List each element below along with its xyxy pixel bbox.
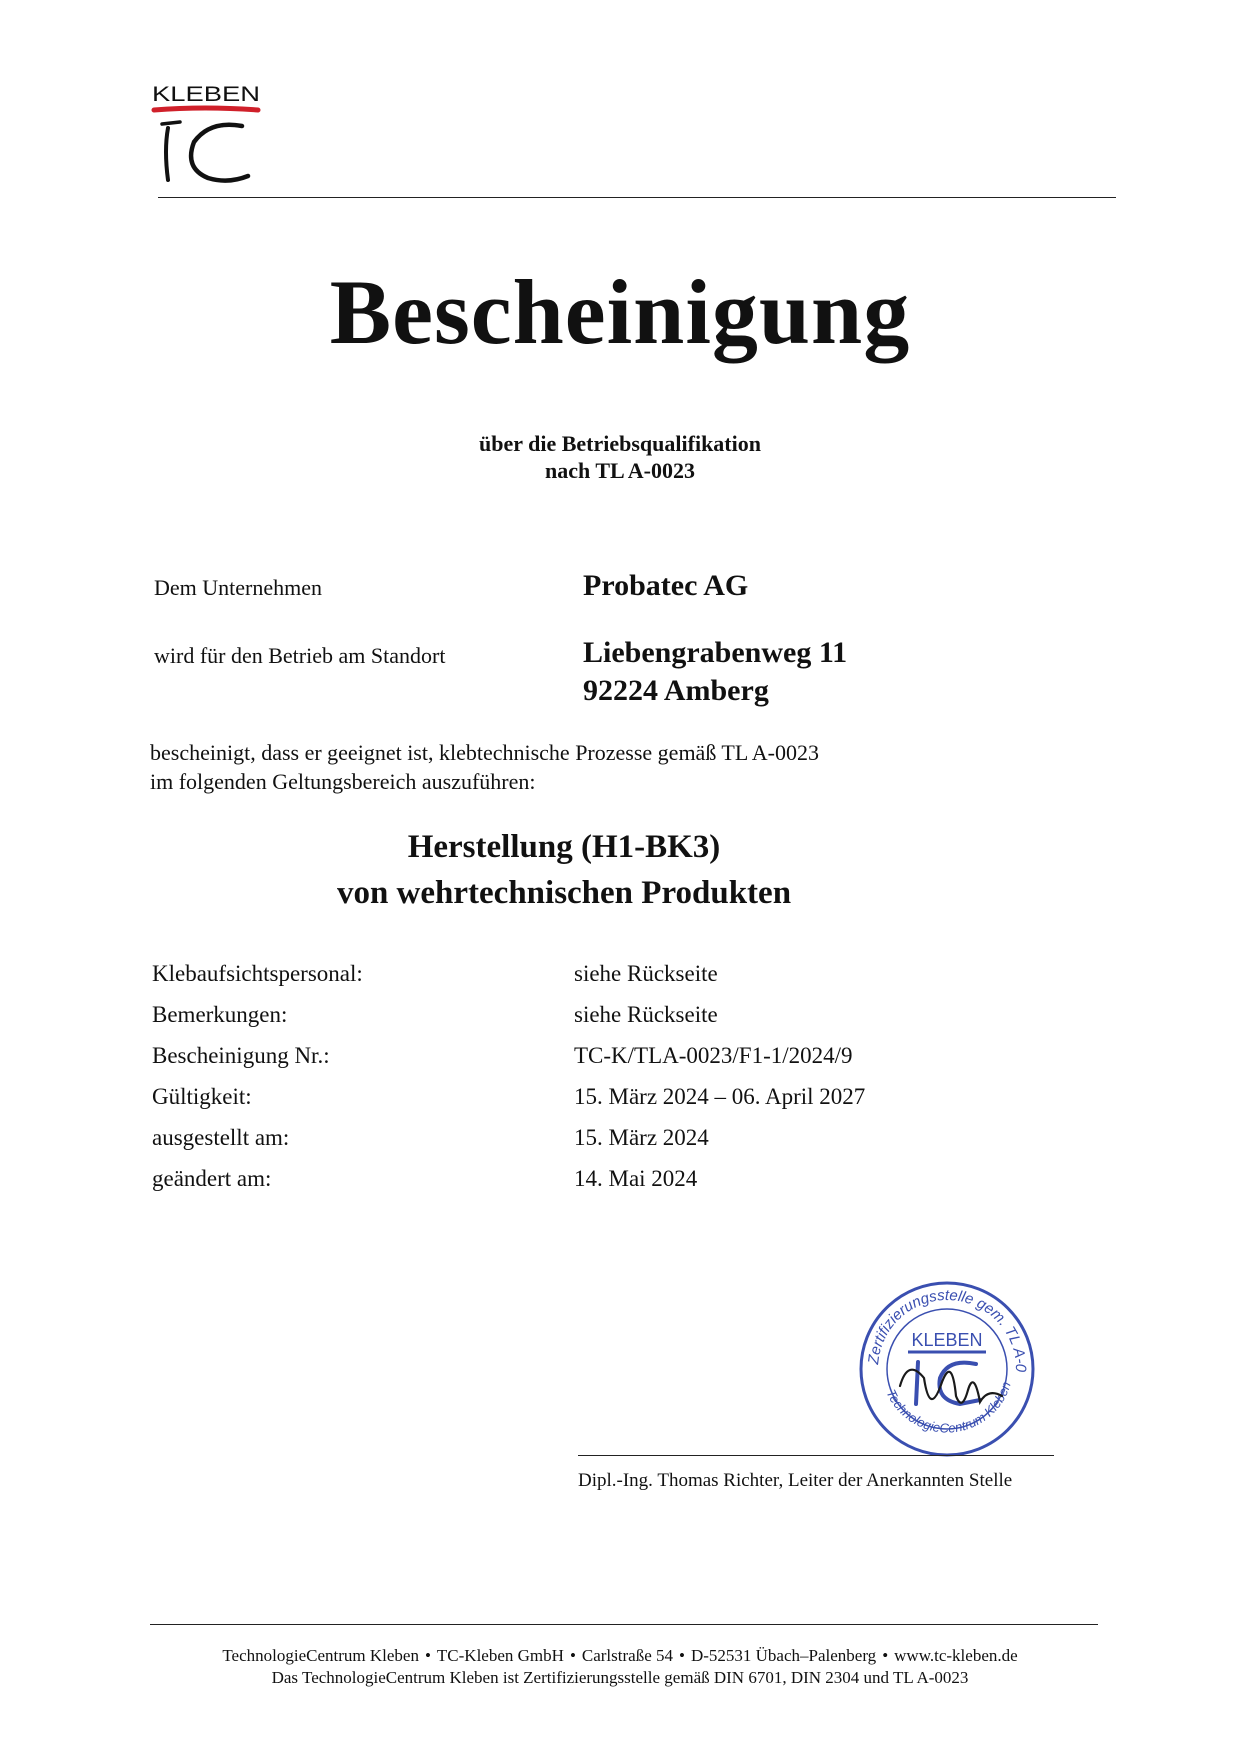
stamp-seal	[856, 1278, 1038, 1460]
signature-rule	[578, 1455, 1054, 1456]
footer-item: TC-Kleben GmbH	[436, 1646, 564, 1665]
logo-t-stem	[166, 128, 168, 180]
footer-item: Carlstraße 54	[581, 1646, 673, 1665]
detail-value: TC-K/TLA-0023/F1-1/2024/9	[574, 1043, 853, 1068]
footer-item: D-52531 Übach–Palenberg	[690, 1646, 877, 1665]
footer-website-link[interactable]: www.tc-kleben.de	[894, 1646, 1018, 1665]
header-rule	[158, 197, 1116, 198]
svg-text:Zertifizierungsstelle gem. TL	[856, 1278, 1029, 1373]
detail-label: Bescheinigung Nr.:	[152, 1043, 330, 1068]
page-title: Bescheinigung	[329, 261, 911, 363]
stamp-ring-text: Zertifizierungsstelle gem. TL A-0	[865, 1286, 1030, 1373]
detail-label: Bemerkungen:	[152, 1002, 288, 1027]
statement-line1: bescheinigt, dass er geeignet ist, klebtechnische Prozesse gemäß TL A-0023	[150, 740, 819, 765]
signer-name: Dipl.-Ing. Thomas Richter, Leiter der Anerkannten Stelle	[578, 1470, 1013, 1491]
bullet-separator-icon: •	[882, 1646, 889, 1665]
logo-red-bar	[154, 108, 258, 110]
scope-line1: Herstellung (H1-BK3)	[407, 829, 721, 865]
bullet-separator-icon: •	[424, 1646, 431, 1665]
logo-t-top	[162, 122, 180, 124]
company-name: Probatec AG	[583, 569, 749, 602]
scope-line2: von wehrtechnischen Produkten	[336, 875, 792, 911]
logo-c	[191, 125, 248, 181]
svg-text:TechnologieCentrum Kleben	[883, 1380, 1013, 1436]
footer-rule	[150, 1624, 1098, 1625]
location-city: 92224 Amberg	[583, 674, 769, 707]
company-label: Dem Unternehmen	[154, 575, 322, 600]
logo	[150, 80, 270, 190]
bullet-separator-icon: •	[569, 1646, 576, 1665]
stamp-center-word: KLEBEN	[911, 1330, 983, 1350]
footer-line2: Das TechnologieCentrum Kleben ist Zertifizierungsstelle gemäß DIN 6701, DIN 2304 und TL A-0023	[271, 1668, 969, 1687]
statement-line2: im folgenden Geltungsbereich auszuführen:	[150, 769, 536, 794]
detail-value: 14. Mai 2024	[574, 1166, 698, 1191]
subtitle-line1: über die Betriebsqualifikation	[479, 431, 761, 456]
detail-value: siehe Rückseite	[574, 1002, 718, 1027]
logo-word: KLEBEN	[152, 83, 260, 106]
stamp-bottom-text: TechnologieCentrum Kleben	[883, 1379, 1014, 1436]
footer-item: TechnologieCentrum Kleben	[222, 1646, 419, 1665]
bullet-separator-icon: •	[679, 1646, 685, 1665]
subtitle-line2: nach TL A-0023	[545, 458, 695, 483]
location-street: Liebengrabenweg 11	[583, 636, 848, 669]
certification-stamp	[856, 1278, 1038, 1460]
detail-value: siehe Rückseite	[574, 961, 718, 986]
location-label: wird für den Betrieb am Standort	[154, 643, 446, 668]
detail-value: 15. März 2024 – 06. April 2027	[574, 1084, 866, 1109]
detail-label: Klebaufsichtspersonal:	[152, 961, 363, 986]
detail-value: 15. März 2024	[574, 1125, 709, 1150]
kleben-tc-logo	[150, 80, 270, 190]
footer-line1	[0, 1645, 1240, 1666]
detail-label: geändert am:	[152, 1166, 272, 1191]
detail-label: ausgestellt am:	[152, 1125, 290, 1150]
detail-label: Gültigkeit:	[152, 1084, 252, 1109]
